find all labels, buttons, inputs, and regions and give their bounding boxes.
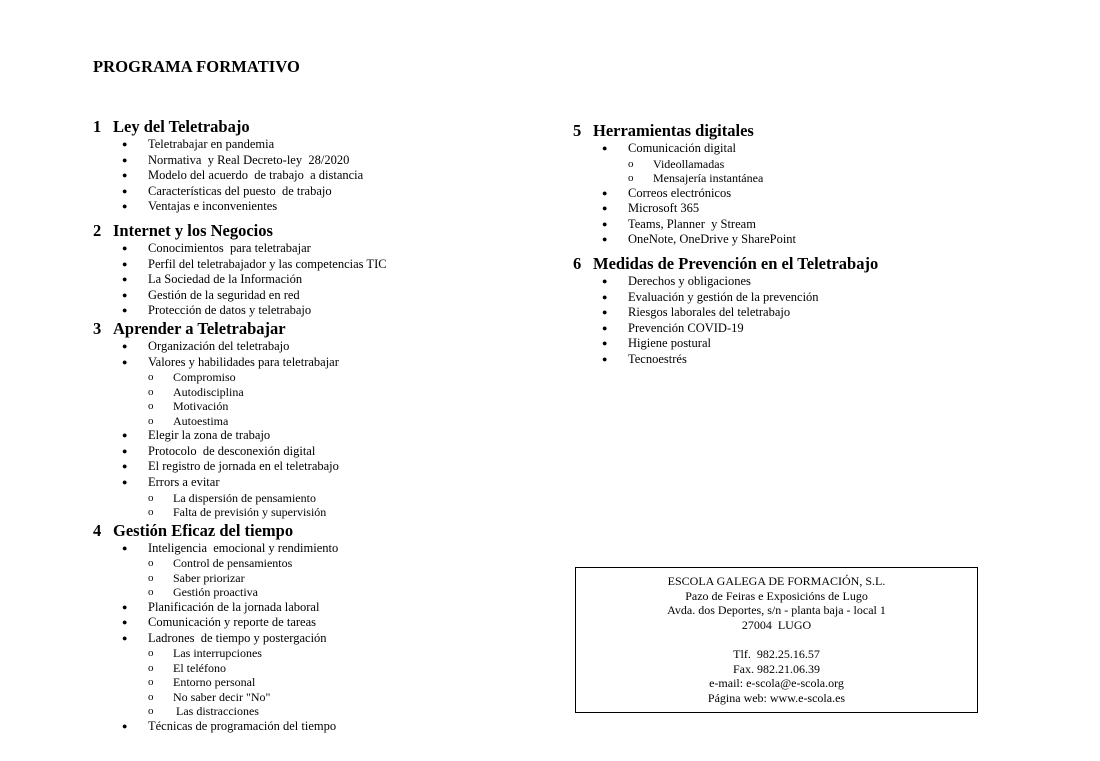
list-item-text: Planificación de la jornada laboral bbox=[148, 599, 320, 614]
contact-city: 27004 LUGO bbox=[741, 617, 812, 632]
sub-list-item bbox=[93, 399, 543, 414]
list-item-text: Comunicación digital bbox=[628, 141, 736, 155]
bullet-icon: ● bbox=[602, 218, 608, 229]
list-item-text: Conocimientos para teletrabajar bbox=[148, 240, 311, 255]
sub-list-item-text: El teléfono bbox=[173, 660, 226, 675]
section-number: 2 bbox=[93, 220, 102, 240]
list-item bbox=[573, 217, 1033, 233]
list-item bbox=[93, 339, 543, 355]
circle-bullet-icon: o bbox=[628, 157, 634, 170]
list-item-text: Gestión de la seguridad en red bbox=[148, 287, 300, 302]
list-item bbox=[93, 719, 543, 735]
contact-fax: Fax. 982.21.06.39 bbox=[733, 661, 820, 676]
contact-company: ESCOLA GALEGA DE FORMACIÓN, S.L. bbox=[667, 574, 886, 588]
bullet-icon: ● bbox=[122, 542, 128, 553]
bullet-icon: ● bbox=[122, 720, 128, 731]
list-item bbox=[573, 232, 1033, 248]
sub-list-item bbox=[93, 704, 543, 719]
section-title: Aprender a Teletrabajar bbox=[113, 318, 286, 338]
list-item-text: Microsoft 365 bbox=[628, 201, 700, 216]
bullet-icon: ● bbox=[122, 258, 128, 269]
list-item-text: Ventajas e inconvenientes bbox=[148, 199, 278, 214]
section-number: 4 bbox=[93, 520, 102, 540]
circle-bullet-icon: o bbox=[148, 705, 154, 718]
section-heading bbox=[93, 117, 543, 137]
section-4 bbox=[93, 521, 543, 735]
sub-list-item-text: Control de pensamientos bbox=[173, 556, 293, 571]
contact-venue: Pazo de Feiras e Exposicións de Lugo bbox=[685, 588, 868, 603]
contact-phone: Tlf. 982.25.16.57 bbox=[733, 646, 820, 661]
list-item-text: Normativa y Real Decreto-ley 28/2020 bbox=[148, 152, 350, 167]
section-title: Herramientas digitales bbox=[593, 121, 754, 140]
document-title: PROGRAMA FORMATIVO bbox=[93, 57, 300, 76]
section-heading bbox=[93, 319, 543, 339]
list-item bbox=[93, 272, 543, 288]
sub-list-item bbox=[93, 571, 543, 586]
bullet-icon: ● bbox=[122, 340, 128, 351]
sub-list-item bbox=[93, 370, 543, 385]
list-item-text: Higiene postural bbox=[628, 336, 711, 351]
list-item bbox=[93, 137, 543, 153]
sub-list-item-text: La dispersión de pensamiento bbox=[173, 490, 316, 505]
bullet-icon: ● bbox=[122, 289, 128, 300]
bullet-icon: ● bbox=[602, 234, 608, 245]
circle-bullet-icon: o bbox=[148, 491, 154, 504]
sub-list-item bbox=[93, 661, 543, 676]
section-items bbox=[93, 339, 543, 520]
list-item bbox=[573, 352, 1033, 368]
sub-list-item-text: Motivación bbox=[173, 399, 229, 414]
section-6 bbox=[573, 254, 1033, 368]
list-item-text: Elegir la zona de trabajo bbox=[148, 428, 271, 443]
section-3 bbox=[93, 319, 543, 520]
list-item bbox=[93, 184, 543, 200]
bullet-icon: ● bbox=[122, 632, 128, 643]
contact-address: Avda. dos Deportes, s/n - planta baja - local 1 bbox=[667, 603, 886, 618]
circle-bullet-icon: o bbox=[148, 661, 154, 674]
list-item bbox=[93, 428, 543, 444]
list-item-text: Correos electrónicos bbox=[628, 185, 732, 200]
list-item-text: Técnicas de programación del tiempo bbox=[148, 718, 337, 733]
contact-web: Página web: www.e-scola.es bbox=[707, 690, 846, 705]
sub-list-item bbox=[93, 585, 543, 600]
section-heading bbox=[93, 521, 543, 541]
sub-list-item bbox=[93, 690, 543, 705]
right-column bbox=[573, 121, 1033, 368]
section-title: Medidas de Prevención en el Teletrabajo bbox=[593, 253, 879, 273]
bullet-icon: ● bbox=[602, 307, 608, 318]
section-items bbox=[93, 137, 543, 215]
bullet-icon: ● bbox=[122, 242, 128, 253]
bullet-icon: ● bbox=[602, 353, 608, 364]
sub-list-item-text: Videollamadas bbox=[653, 156, 725, 171]
list-item bbox=[93, 153, 543, 169]
section-number: 6 bbox=[573, 253, 582, 273]
list-item bbox=[93, 288, 543, 304]
list-item bbox=[93, 241, 543, 257]
list-item bbox=[93, 459, 543, 475]
sub-list-item bbox=[93, 646, 543, 661]
section-title: Gestión Eficaz del tiempo bbox=[113, 520, 294, 540]
circle-bullet-icon: o bbox=[148, 371, 154, 384]
list-item-text: Teams, Planner y Stream bbox=[628, 216, 756, 231]
list-item bbox=[573, 186, 1033, 202]
bullet-icon: ● bbox=[122, 139, 128, 149]
bullet-icon: ● bbox=[602, 203, 608, 214]
list-item bbox=[93, 355, 543, 371]
list-item bbox=[573, 336, 1033, 352]
list-item-text: Inteligencia emocional y rendimiento bbox=[148, 540, 339, 555]
list-item-text: Valores y habilidades para teletrabajar bbox=[148, 354, 339, 369]
section-heading bbox=[93, 221, 543, 241]
circle-bullet-icon: o bbox=[148, 690, 154, 703]
section-heading bbox=[573, 121, 1033, 141]
list-item bbox=[93, 631, 543, 647]
sub-list-item bbox=[93, 675, 543, 690]
circle-bullet-icon: o bbox=[148, 586, 154, 599]
section-number: 1 bbox=[93, 117, 102, 136]
circle-bullet-icon: o bbox=[148, 676, 154, 689]
sub-list-item-text: No saber decir "No" bbox=[173, 689, 271, 704]
section-items bbox=[573, 141, 1033, 248]
bullet-icon: ● bbox=[122, 617, 128, 628]
bullet-icon: ● bbox=[122, 154, 128, 165]
bullet-icon: ● bbox=[602, 322, 608, 333]
section-heading bbox=[573, 254, 1033, 274]
sub-list-item bbox=[93, 505, 543, 520]
sub-list-item-text: Las distracciones bbox=[173, 704, 259, 719]
list-item bbox=[573, 321, 1033, 337]
sub-list-item-text: Las interrupciones bbox=[173, 646, 262, 661]
list-item-text: Prevención COVID-19 bbox=[628, 320, 744, 335]
sub-list-item-text: Autodisciplina bbox=[173, 384, 244, 399]
circle-bullet-icon: o bbox=[148, 506, 154, 518]
list-item bbox=[93, 475, 543, 491]
list-item-text: Organización del teletrabajo bbox=[148, 338, 290, 353]
list-item-text: Evaluación y gestión de la prevención bbox=[628, 289, 819, 304]
bullet-icon: ● bbox=[602, 338, 608, 349]
bullet-icon: ● bbox=[122, 445, 128, 456]
list-item bbox=[93, 303, 543, 319]
section-items bbox=[573, 274, 1033, 368]
circle-bullet-icon: o bbox=[148, 557, 154, 570]
bullet-icon: ● bbox=[122, 170, 128, 181]
sub-list-item-text: Mensajería instantánea bbox=[653, 171, 764, 186]
sub-list-item bbox=[573, 171, 1033, 186]
section-title: Internet y los Negocios bbox=[113, 220, 273, 240]
list-item bbox=[573, 305, 1033, 321]
list-item bbox=[573, 290, 1033, 306]
sub-list-item-text: Saber priorizar bbox=[173, 570, 245, 585]
list-item-text: Características del puesto de trabajo bbox=[148, 183, 332, 198]
circle-bullet-icon: o bbox=[148, 400, 154, 413]
list-item bbox=[93, 257, 543, 273]
sub-list-item-text: Entorno personal bbox=[173, 675, 256, 690]
list-item-text: Riesgos laborales del teletrabajo bbox=[628, 305, 791, 320]
list-item-text: Protocolo de desconexión digital bbox=[148, 443, 316, 458]
bullet-icon: ● bbox=[122, 430, 128, 441]
list-item-text: OneNote, OneDrive y SharePoint bbox=[628, 232, 797, 247]
section-title: Ley del Teletrabajo bbox=[113, 117, 250, 136]
list-item-text: Modelo del acuerdo de trabajo a distancia bbox=[148, 168, 364, 183]
sub-list-item-text: Compromiso bbox=[173, 370, 236, 385]
left-column bbox=[93, 117, 543, 734]
list-item-text: Teletrabajar en pandemia bbox=[148, 137, 275, 151]
list-item bbox=[573, 274, 1033, 290]
section-items bbox=[93, 241, 543, 319]
bullet-icon: ● bbox=[602, 275, 608, 286]
circle-bullet-icon: o bbox=[148, 647, 154, 660]
list-item bbox=[93, 600, 543, 616]
sub-list-item bbox=[93, 491, 543, 506]
section-number: 3 bbox=[93, 318, 102, 338]
list-item-text: Protección de datos y teletrabajo bbox=[148, 303, 312, 318]
circle-bullet-icon: o bbox=[148, 385, 154, 398]
list-item-text: Errors a evitar bbox=[148, 474, 220, 489]
bullet-icon: ● bbox=[122, 461, 128, 472]
bullet-icon: ● bbox=[122, 356, 128, 367]
section-1 bbox=[93, 117, 543, 215]
list-item bbox=[93, 199, 543, 215]
sub-list-item bbox=[573, 157, 1033, 172]
circle-bullet-icon: o bbox=[148, 414, 154, 427]
list-item-text: Ladrones de tiempo y postergación bbox=[148, 630, 327, 645]
sub-list-item-text: Gestión proactiva bbox=[173, 585, 258, 600]
bullet-icon: ● bbox=[122, 601, 128, 612]
section-items bbox=[93, 541, 543, 735]
list-item bbox=[93, 541, 543, 557]
bullet-icon: ● bbox=[122, 185, 128, 196]
sub-list-item-text: Autoestima bbox=[173, 413, 229, 428]
list-item-text: La Sociedad de la Información bbox=[148, 272, 303, 287]
contact-email: e-mail: e-scola@e-scola.org bbox=[709, 676, 844, 691]
section-5 bbox=[573, 121, 1033, 248]
list-item-text: Derechos y obligaciones bbox=[628, 273, 751, 288]
list-item bbox=[93, 444, 543, 460]
circle-bullet-icon: o bbox=[148, 571, 154, 584]
bullet-icon: ● bbox=[602, 143, 608, 153]
section-number: 5 bbox=[573, 121, 582, 140]
sub-list-item bbox=[93, 556, 543, 571]
circle-bullet-icon: o bbox=[628, 172, 634, 185]
contact-box bbox=[575, 567, 978, 713]
list-item bbox=[93, 615, 543, 631]
list-item-text: El registro de jornada en el teletrabajo bbox=[148, 459, 339, 474]
list-item-text: Perfil del teletrabajador y las competencias TIC bbox=[148, 256, 387, 271]
list-item bbox=[93, 168, 543, 184]
contact-spacer bbox=[576, 632, 977, 647]
list-item-text: Tecnoestrés bbox=[628, 351, 687, 366]
sub-list-item-text: Falta de previsión y supervisión bbox=[173, 505, 327, 519]
section-2 bbox=[93, 221, 543, 319]
bullet-icon: ● bbox=[122, 274, 128, 285]
list-item-text: Comunicación y reporte de tareas bbox=[148, 615, 316, 630]
list-item bbox=[573, 201, 1033, 217]
bullet-icon: ● bbox=[122, 476, 128, 487]
bullet-icon: ● bbox=[122, 201, 128, 212]
bullet-icon: ● bbox=[122, 305, 128, 316]
bullet-icon: ● bbox=[602, 291, 608, 302]
list-item bbox=[573, 141, 1033, 157]
sub-list-item bbox=[93, 385, 543, 400]
sub-list-item bbox=[93, 414, 543, 429]
bullet-icon: ● bbox=[602, 187, 608, 198]
